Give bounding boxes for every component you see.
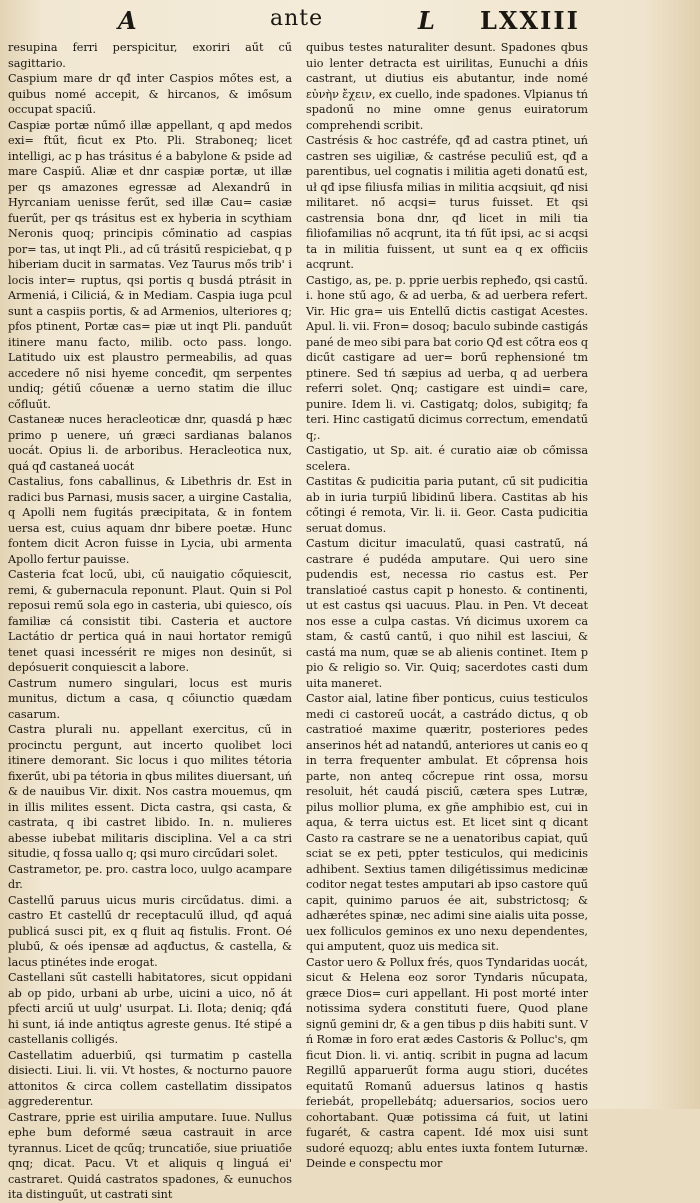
entry-paragraph: Castellani sűt castelli habitatores, sicut oppidani ab op pido, urbani ab urbe, uicini a uico, nő át pfecti arciű ut uulg' usurpat. Li. Ilota; deniq; qđá hi sunt, iá inde antiqtus agreste genus. Ité stipé a castellanis colligés. (8, 971, 292, 1046)
entry-paragraph: Castum dicitur imaculatű, quasi castratű, ná castrare é pudéda amputare. Qui uero sine pudendis est, necessa rio castus est. Per translatioé castus capit p honesto. & continenti, ut est castus qsi uacuus. Plau. in Pen. Vt deceat nos esse a culpa castas. Vń dicimus uxorem ca stam, & castű cantű, i quo nihil est lasciui, & castá ma num, quæ se ab alienis continet. Item p pio & religio so. Vir. Quiq; sacerdotes casti dum uita maneret. (306, 537, 588, 690)
header-letter: A (118, 6, 138, 35)
entry-paragraph: Castor uero & Pollux frés, quos Tyndaridas uocát, sicut & Helena eoz soror Tyndaris nűcupata, græce Dios= curi appellant. Hi post morté inter notissima sydera constituti fuere, Quod plane signű gemini dr, & a gen tibus p diis habiti sunt. V ń Romæ in foro erat ædes Castoris & Polluc's, qm ficut Dion. li. vi. antiq. scribit in pugna ad lacum Regillű apparuerűt forma augu stiori, ducétes equitatű Romanű aduersus latinos q hastis feriebát, propellebátq; aduersarios, socios uero cohortabant. Quæ potissima cá fuit, ut latini fugarét, & castra capent. Idé mox uisi sunt sudoré equozq; ablu entes iuxta fontem Iuturnæ. Deinde e conspectu mor (306, 955, 588, 1170)
entry-paragraph: Castigatio, ut Sp. ait. é curatio aiæ ob cőmissa scelera. (306, 444, 588, 473)
entry-paragraph: Castellatim aduerbiű, qsi turmatim p castella disiecti. Liui. li. vii. Vt hostes, & nocturno pauore attonitos & circa collem castellatim dissipatos aggrederentur. (8, 1048, 292, 1108)
header-word: ante (270, 6, 324, 31)
entry-paragraph: Castra plurali nu. appellant exercitus, cű in procinctu pergunt, aut incerto quolibet loci itinere demorant. Sic locus i quo milites tétoria fixerűt, ubi pa tétoria in qbus milites diuersant, uń & de nauibus Vir. dixit. Nos castra mouemus, qm in illis milites essent. Dicta castra, qsi casta, & castrata, q ibi castret libido. In. n. mulieres abesse iubebat militaris disciplina. Vel a ca stri situdie, q fossa uallo q; qsi muro circűdari solet. (8, 723, 292, 860)
left-column (8, 40, 292, 1203)
entry-paragraph: Castitas & pudicitia paria putant, cű sit pudicitia ab in iuria turpiű libidinű libera. Castitas ab his cőtingi é remota, Vir. li. ii. Geor. Casta pudicitia seruat domus. (306, 475, 588, 535)
entry-paragraph: Castor aial, latine fiber ponticus, cuius testiculos medi ci castoreű uocát, a castrádo dictus, q ob castratioé maxime quæritr, posteriores pedes anserinos hét ad natandű, anteriores ut canis eo q in terra frequenter ambulat. Et cőprensa hois parte, non anteq cőcrepue rint ossa, morsu resoluit, hét caudá pisciű, cætera spes Lutræ, pilus mollior pluma, ex gñe amphibio est, cui in aqua, & terra uictus est. Et licet sint q dicant Casto ra castrare se ne a uenatoribus capiat, quű sciat se ex peti, ppter testiculos, qui medicinis adhibent. Sextius tamen diligétissimus medicinæ coditor negat testes amputari ab ipso castore quű capit, quinimo paruos ée ait, substrictosq; & adhærétes spinæ, nec adimi sine aialis uita posse, uex folliculos geminos ex uno nexu dependentes, qui amputent, quoz uis medica sit. (306, 692, 588, 953)
entry-paragraph: Castigo, as, pe. p. pprie uerbis repheđo, qsi castű. i. hone stű ago, & ad uerba, & ad uerbera refert. Vir. Hic gra= uis Entellű dictis castigat Acestes. Apul. li. vii. Fron= dosoq; baculo subinde castigás pané de meo sibi para bat corio Qđ est cőtra eos q dicűt castigare ad uer= borű rephensioné tm ptinere. Sed tń sæpius ad uerba, q ad uerbera referri solet. Qnq; castigare est uindi= care, punire. Idem li. vi. Castigatq; dolos, subigitq; fa teri. Hinc castigatű dicimus correctum, emendatű q;. (306, 273, 588, 442)
header-mark: L (418, 6, 436, 35)
entry-paragraph: Castaneæ nuces heracleoticæ dnr, quasdá p hæc primo p uenere, uń græci sardianas balanos uocát. Opius li. de arboribus. Heracleotica nux, quá qđ castaneá uocát (8, 413, 292, 473)
entry-paragraph: resupina ferri perspicitur, exoriri aűt cű sagittario. (8, 41, 292, 70)
folio-number: LXXIII (480, 6, 580, 35)
entry-paragraph: Castalius, fons caballinus, & Libethris dr. Est in radici bus Parnasi, musis sacer, a uirgine Castalia, q Apolli nem fugitás præcipitata, & in fontem uersa est, cuius aquam dnr bibere poetæ. Hunc fontem dicit Acron fuisse in Lycia, ubi armenta Apollo fertur pauisse. (8, 475, 292, 566)
entry-paragraph: Casteria fcat locű, ubi, cű nauigatio cőquiescit, remi, & gubernacula reponunt. Plaut. Quin si Pol reposui remű sola ego in casteria, ubi quiesco, oís familiæ cá consistit tibi. Casteria et auctore Lactátio dr pertica quá in naui hortator remigű tenet quasi incessérit re miges non desinűt, si depósuerit conquiescit a labore. (8, 568, 292, 674)
entry-paragraph: Castrum numero singulari, locus est muris munitus, dictum a casa, q cőiunctio quædam casarum. (8, 676, 292, 721)
entry-paragraph: Castrare, pprie est uirilia amputare. Iuue. Nullus ephe bum deformé sæua castrauit in arce tyrannus. Licet de qcűq; truncatiőe, siue priuatiőe qnq; dicat. Pacu. Vt et aliquis q linguá ei' castraret. Quidá castratos spadones, & eunuchos ita distinguűt, ut castrati sint (8, 1110, 292, 1201)
running-header (0, 6, 700, 34)
entry-paragraph: Castrésis & hoc castréfe, qđ ad castra ptinet, uń castren ses uigiliæ, & castrése peculiű est, qđ a parentibus, uel cognatis i militia ageti donatű est, uł qđ ipse filiusfa milias in militia acqsiuit, qđ nisi militaret. nő acqsi= turus fuisset. Et qsi castrensia bona dnr, qđ licet in mili tia filiofamilias nő acqrunt, ita tń fűt ipsi, ac si acqsi ta in militia fuissent, ut sunt ea q ex officiis acqrunt. (306, 134, 588, 271)
entry-paragraph: Caspiæ portæ nűmő illæ appellant, q apd medos exi= ftűt, ficut ex Pto. Pli. Straboneq; licet intelligi, ac p has trásitus é a babylone & pside ad mare Caspiű. Aliæ et dnr caspiæ portæ, ut illæ per qs amazones egressæ ad Alexandrű in Hyrcaniam uenisse ferűt, sed illæ Cau= casiæ fuerűt, per qs trásitus est ex hyberia in scythiam Neronis quoq; principis cőminatio ad caspias por= tas, ut inqt Pli., ad cű trásitű respiciebat, q p hiberiam ducit in sarmatas. Vez Taurus mős trib' i locis inter= ruptus, qsi portis q busdá ptrásit in Armeniá, i Ciliciá, & in Mediam. Caspia iuga pcul sunt a caspiis portis, & ad Armenios, ulteriores q; pfos ptinent, Portæ cas= piæ ut inqt Pli. panduűt itinere manu facto, milib. octo pass. longo. Latitudo uix est plaustro permeabilis, ad quas accedere nő nisi hyeme conceđit, qm serpentes undiq; gétiű cőuenæ a uerno statim die illuc cőfluűt. (8, 118, 292, 411)
entry-paragraph: Caspium mare dr qđ inter Caspios mőtes est, a quibus nomé accepit, & hircanos, & imősum occupat spaciű. (8, 72, 292, 116)
entry-paragraph: Castellű paruus uicus muris circűdatus. dimi. a castro Et castellű dr receptaculű illud, qđ aquá publicá susci pit, ex q fluit aq fistulis. Front. Oé plubű, & oés ipensæ ad aqđuctus, & castella, & lacus ptinétes inde erogat. (8, 893, 292, 969)
entry-paragraph: quibus testes naturaliter desunt. Spadones qbus uio lenter detracta est uirilitas, Eunuchi a dńis castrant, ut diutius eis abutantur, inde nomé εὐνὴν ἔχειν, ex cuello, inde spadones. Vlpianus tń spadonű no mine omne genus euiratorum comprehendi scribit. (306, 41, 588, 132)
entry-paragraph: Castrametor, pe. pro. castra loco, uulgo acampare dr. (8, 862, 292, 891)
right-column (306, 40, 588, 1172)
